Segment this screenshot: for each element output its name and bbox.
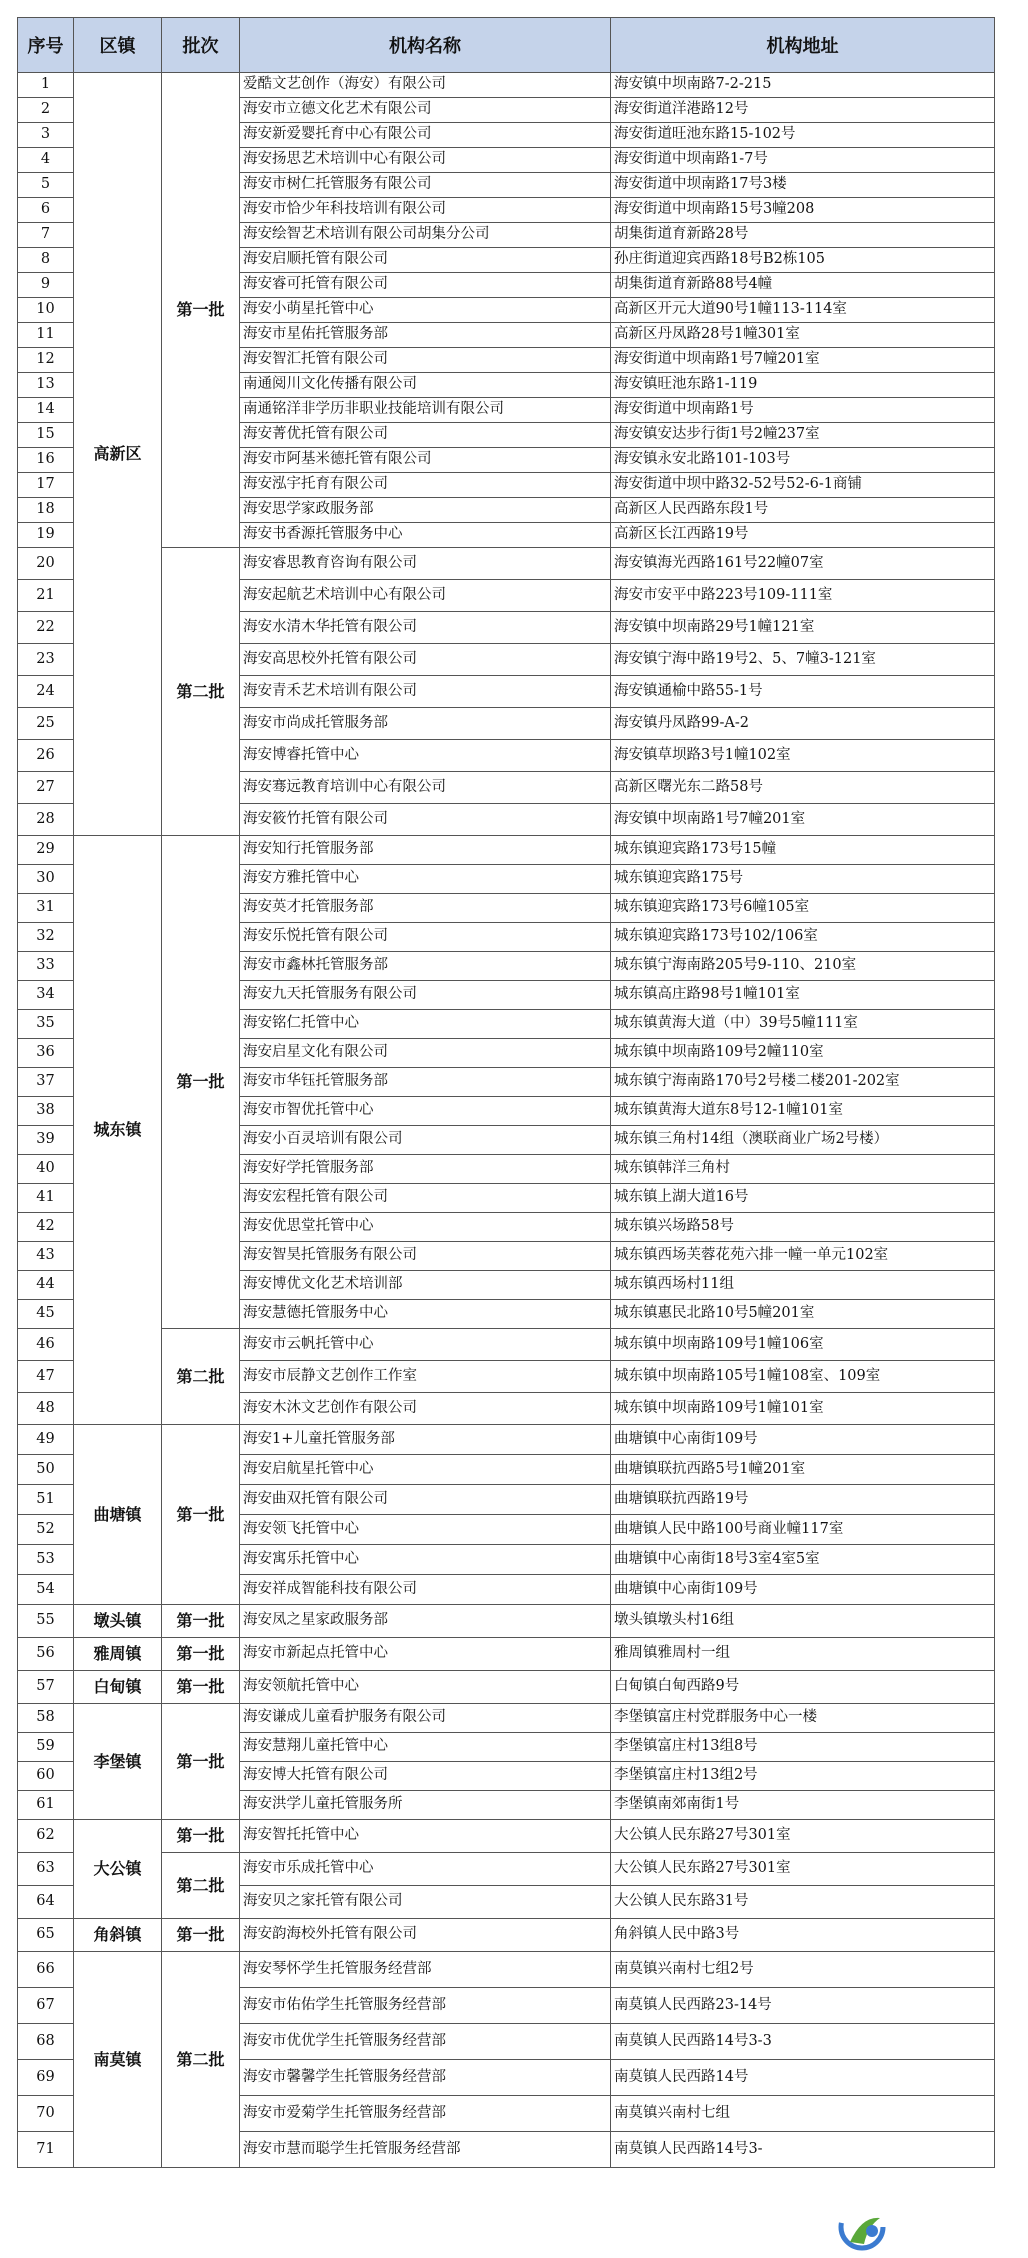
institution-name: 海安市阿基米德托管有限公司 <box>240 448 611 473</box>
district-cell: 城东镇 <box>74 836 162 1425</box>
institution-name: 海安琴怀学生托管服务经营部 <box>240 1952 611 1988</box>
institution-name: 海安青禾艺术培训有限公司 <box>240 676 611 708</box>
institution-address: 曲塘镇中心南街109号 <box>611 1425 995 1455</box>
institution-address: 海安镇海光西路161号22幢07室 <box>611 548 995 580</box>
institution-address: 海安街道中坝中路32-52号52-6-1商铺 <box>611 473 995 498</box>
institution-name: 海安启顺托管有限公司 <box>240 248 611 273</box>
institution-address: 曲塘镇人民中路100号商业幢117室 <box>611 1515 995 1545</box>
institution-address: 海安镇安达步行街1号2幢237室 <box>611 423 995 448</box>
institution-address: 曲塘镇联抗西路5号1幢201室 <box>611 1455 995 1485</box>
batch-cell: 第一批 <box>162 73 240 548</box>
institution-name: 海安贝之家托管有限公司 <box>240 1886 611 1919</box>
institution-name: 海安市新起点托管中心 <box>240 1638 611 1671</box>
row-number: 51 <box>18 1485 74 1515</box>
row-number: 3 <box>18 123 74 148</box>
row-number: 63 <box>18 1853 74 1886</box>
institution-name: 海安慧德托管服务中心 <box>240 1300 611 1329</box>
row-number: 21 <box>18 580 74 612</box>
row-number: 56 <box>18 1638 74 1671</box>
institution-address: 高新区人民西路东段1号 <box>611 498 995 523</box>
row-number: 18 <box>18 498 74 523</box>
institution-name: 海安起航艺术培训中心有限公司 <box>240 580 611 612</box>
row-number: 4 <box>18 148 74 173</box>
institution-name: 海安市树仁托管服务有限公司 <box>240 173 611 198</box>
table-row <box>18 73 995 98</box>
row-number: 54 <box>18 1575 74 1605</box>
batch-cell: 第一批 <box>162 1919 240 1952</box>
row-number: 13 <box>18 373 74 398</box>
row-number: 6 <box>18 198 74 223</box>
institution-name: 海安市鑫林托管服务部 <box>240 952 611 981</box>
institution-address: 城东镇迎宾路175号 <box>611 865 995 894</box>
institution-name: 海安市智优托管中心 <box>240 1097 611 1126</box>
institution-address: 城东镇三角村14组（澳联商业广场2号楼） <box>611 1126 995 1155</box>
batch-cell: 第一批 <box>162 1638 240 1671</box>
institution-name: 南通阅川文化传播有限公司 <box>240 373 611 398</box>
institution-name: 海安市优优学生托管服务经营部 <box>240 2024 611 2060</box>
institution-name: 海安扬思艺术培训中心有限公司 <box>240 148 611 173</box>
institution-address: 海安镇通榆中路55-1号 <box>611 676 995 708</box>
table-row <box>18 1952 995 1988</box>
row-number: 45 <box>18 1300 74 1329</box>
institution-address: 海安镇草坝路3号1幢102室 <box>611 740 995 772</box>
institution-name: 海安思学家政服务部 <box>240 498 611 523</box>
row-number: 19 <box>18 523 74 548</box>
institution-address: 海安镇中坝南路1号7幢201室 <box>611 804 995 836</box>
institution-address: 海安镇永安北路101-103号 <box>611 448 995 473</box>
row-number: 42 <box>18 1213 74 1242</box>
institution-address: 高新区开元大道90号1幢113-114室 <box>611 298 995 323</box>
row-number: 12 <box>18 348 74 373</box>
institution-address: 城东镇西场村11组 <box>611 1271 995 1300</box>
institution-name: 海安市华钰托管服务部 <box>240 1068 611 1097</box>
row-number: 25 <box>18 708 74 740</box>
institution-address: 白甸镇白甸西路9号 <box>611 1671 995 1704</box>
institution-name: 海安韵海校外托管有限公司 <box>240 1919 611 1952</box>
institution-address: 城东镇中坝南路109号2幢110室 <box>611 1039 995 1068</box>
district-cell: 白甸镇 <box>74 1671 162 1704</box>
row-number: 28 <box>18 804 74 836</box>
institution-name: 海安乐悦托管有限公司 <box>240 923 611 952</box>
institution-name: 海安筱竹托管有限公司 <box>240 804 611 836</box>
institution-address: 城东镇迎宾路173号6幢105室 <box>611 894 995 923</box>
row-number: 37 <box>18 1068 74 1097</box>
row-number: 16 <box>18 448 74 473</box>
institution-address: 城东镇上湖大道16号 <box>611 1184 995 1213</box>
row-number: 15 <box>18 423 74 448</box>
institution-address: 海安镇宁海中路19号2、5、7幢3-121室 <box>611 644 995 676</box>
row-number: 17 <box>18 473 74 498</box>
institution-name: 海安优思堂托管中心 <box>240 1213 611 1242</box>
institution-address: 胡集街道育新路28号 <box>611 223 995 248</box>
institution-address: 曲塘镇中心南街109号 <box>611 1575 995 1605</box>
institution-address: 南莫镇兴南村七组2号 <box>611 1952 995 1988</box>
row-number: 31 <box>18 894 74 923</box>
table-container <box>17 17 995 2168</box>
table-body <box>18 73 995 2168</box>
row-number: 33 <box>18 952 74 981</box>
institution-name: 海安凤之星家政服务部 <box>240 1605 611 1638</box>
row-number: 8 <box>18 248 74 273</box>
institution-address: 城东镇西场芙蓉花苑六排一幢一单元102室 <box>611 1242 995 1271</box>
row-number: 11 <box>18 323 74 348</box>
header-row <box>18 18 995 73</box>
row-number: 34 <box>18 981 74 1010</box>
institution-address: 城东镇宁海南路170号2号楼二楼201-202室 <box>611 1068 995 1097</box>
institution-address: 李堡镇富庄村党群服务中心一楼 <box>611 1704 995 1733</box>
institution-address: 大公镇人民东路31号 <box>611 1886 995 1919</box>
row-number: 67 <box>18 1988 74 2024</box>
institution-address: 城东镇惠民北路10号5幢201室 <box>611 1300 995 1329</box>
institution-name: 海安智托托管中心 <box>240 1820 611 1853</box>
institution-name: 海安智昊托管服务有限公司 <box>240 1242 611 1271</box>
row-number: 14 <box>18 398 74 423</box>
institution-address: 南莫镇人民西路14号3- <box>611 2132 995 2168</box>
district-cell: 曲塘镇 <box>74 1425 162 1605</box>
institution-address: 城东镇韩洋三角村 <box>611 1155 995 1184</box>
institution-address: 海安街道洋港路12号 <box>611 98 995 123</box>
institution-address: 高新区曙光东二路58号 <box>611 772 995 804</box>
row-number: 69 <box>18 2060 74 2096</box>
batch-cell: 第二批 <box>162 1329 240 1425</box>
institution-name: 海安睿可托管有限公司 <box>240 273 611 298</box>
institution-address: 雅周镇雅周村一组 <box>611 1638 995 1671</box>
header-seq: 序号 <box>18 18 74 73</box>
district-cell: 雅周镇 <box>74 1638 162 1671</box>
row-number: 55 <box>18 1605 74 1638</box>
institution-name: 海安1+儿童托管服务部 <box>240 1425 611 1455</box>
header-district: 区镇 <box>74 18 162 73</box>
institution-address: 海安街道中坝南路1-7号 <box>611 148 995 173</box>
institution-name: 海安曲双托管有限公司 <box>240 1485 611 1515</box>
institution-address: 海安街道旺池东路15-102号 <box>611 123 995 148</box>
institution-address: 海安街道中坝南路17号3楼 <box>611 173 995 198</box>
row-number: 23 <box>18 644 74 676</box>
institution-address: 胡集街道育新路88号4幢 <box>611 273 995 298</box>
institution-name: 海安睿思教育咨询有限公司 <box>240 548 611 580</box>
institution-address: 海安街道中坝南路1号 <box>611 398 995 423</box>
district-cell: 墩头镇 <box>74 1605 162 1638</box>
table-row <box>18 1329 995 1361</box>
institution-address: 墩头镇墩头村16组 <box>611 1605 995 1638</box>
row-number: 24 <box>18 676 74 708</box>
institution-name: 海安英才托管服务部 <box>240 894 611 923</box>
institution-name: 海安领航托管中心 <box>240 1671 611 1704</box>
institution-address: 曲塘镇联抗西路19号 <box>611 1485 995 1515</box>
row-number: 57 <box>18 1671 74 1704</box>
row-number: 35 <box>18 1010 74 1039</box>
institution-name: 海安智汇托管有限公司 <box>240 348 611 373</box>
institution-name: 海安水清木华托管有限公司 <box>240 612 611 644</box>
institution-name: 海安市佑佑学生托管服务经营部 <box>240 1988 611 2024</box>
institution-address: 曲塘镇中心南街18号3室4室5室 <box>611 1545 995 1575</box>
institution-name: 海安市辰静文艺创作工作室 <box>240 1361 611 1393</box>
institution-name: 海安谦成儿童看护服务有限公司 <box>240 1704 611 1733</box>
institution-name: 海安市尚成托管服务部 <box>240 708 611 740</box>
institution-name: 海安市馨馨学生托管服务经营部 <box>240 2060 611 2096</box>
table-row <box>18 1671 995 1704</box>
row-number: 59 <box>18 1733 74 1762</box>
row-number: 2 <box>18 98 74 123</box>
batch-cell: 第二批 <box>162 548 240 836</box>
row-number: 62 <box>18 1820 74 1853</box>
row-number: 46 <box>18 1329 74 1361</box>
institution-name: 海安博睿托管中心 <box>240 740 611 772</box>
row-number: 66 <box>18 1952 74 1988</box>
district-cell: 李堡镇 <box>74 1704 162 1820</box>
row-number: 5 <box>18 173 74 198</box>
institution-address: 城东镇高庄路98号1幢101室 <box>611 981 995 1010</box>
row-number: 48 <box>18 1393 74 1425</box>
institution-name: 海安宏程托管有限公司 <box>240 1184 611 1213</box>
institution-address: 海安镇旺池东路1-119 <box>611 373 995 398</box>
header-batch: 批次 <box>162 18 240 73</box>
table-row <box>18 1605 995 1638</box>
institution-address: 南莫镇兴南村七组 <box>611 2096 995 2132</box>
row-number: 41 <box>18 1184 74 1213</box>
row-number: 20 <box>18 548 74 580</box>
institution-address: 城东镇黄海大道（中）39号5幢111室 <box>611 1010 995 1039</box>
institution-address: 大公镇人民东路27号301室 <box>611 1853 995 1886</box>
institution-address: 角斜镇人民中路3号 <box>611 1919 995 1952</box>
institution-address: 城东镇迎宾路173号15幢 <box>611 836 995 865</box>
row-number: 30 <box>18 865 74 894</box>
institution-name: 海安知行托管服务部 <box>240 836 611 865</box>
institution-address: 大公镇人民东路27号301室 <box>611 1820 995 1853</box>
institution-address: 城东镇黄海大道东8号12-1幢101室 <box>611 1097 995 1126</box>
table-row <box>18 836 995 865</box>
institution-name: 南通铭洋非学历非职业技能培训有限公司 <box>240 398 611 423</box>
row-number: 9 <box>18 273 74 298</box>
institution-address: 海安镇中坝南路29号1幢121室 <box>611 612 995 644</box>
institution-address: 南莫镇人民西路14号3-3 <box>611 2024 995 2060</box>
institution-name: 海安市星佑托管服务部 <box>240 323 611 348</box>
institution-name: 海安启星文化有限公司 <box>240 1039 611 1068</box>
institution-address: 城东镇中坝南路105号1幢108室、109室 <box>611 1361 995 1393</box>
row-number: 1 <box>18 73 74 98</box>
institution-name: 海安书香源托管服务中心 <box>240 523 611 548</box>
institution-address: 海安市安平中路223号109-111室 <box>611 580 995 612</box>
row-number: 32 <box>18 923 74 952</box>
batch-cell: 第二批 <box>162 1952 240 2168</box>
institution-name: 海安绘智艺术培训有限公司胡集分公司 <box>240 223 611 248</box>
institution-address: 城东镇迎宾路173号102/106室 <box>611 923 995 952</box>
institution-name: 海安慧翔儿童托管中心 <box>240 1733 611 1762</box>
batch-cell: 第一批 <box>162 1704 240 1820</box>
institution-name: 海安铭仁托管中心 <box>240 1010 611 1039</box>
institution-name: 海安寓乐托管中心 <box>240 1545 611 1575</box>
row-number: 61 <box>18 1791 74 1820</box>
row-number: 39 <box>18 1126 74 1155</box>
header-address: 机构地址 <box>611 18 995 73</box>
institution-name: 海安博优文化艺术培训部 <box>240 1271 611 1300</box>
logo-icon <box>828 2198 898 2254</box>
institution-address: 城东镇兴场路58号 <box>611 1213 995 1242</box>
row-number: 52 <box>18 1515 74 1545</box>
batch-cell: 第一批 <box>162 1671 240 1704</box>
row-number: 38 <box>18 1097 74 1126</box>
institution-name: 海安小萌星托管中心 <box>240 298 611 323</box>
institution-name: 海安木沐文艺创作有限公司 <box>240 1393 611 1425</box>
batch-cell: 第一批 <box>162 1605 240 1638</box>
batch-cell: 第一批 <box>162 1425 240 1605</box>
table-row <box>18 1919 995 1952</box>
institution-name: 海安好学托管服务部 <box>240 1155 611 1184</box>
district-cell: 大公镇 <box>74 1820 162 1919</box>
table-row <box>18 1425 995 1455</box>
institution-name: 海安新爱婴托育中心有限公司 <box>240 123 611 148</box>
institution-address: 海安镇中坝南路7-2-215 <box>611 73 995 98</box>
batch-cell: 第二批 <box>162 1853 240 1919</box>
institution-name: 海安泓宇托育有限公司 <box>240 473 611 498</box>
institution-address: 城东镇宁海南路205号9-110、210室 <box>611 952 995 981</box>
institution-name: 海安市云帆托管中心 <box>240 1329 611 1361</box>
institution-address: 南莫镇人民西路14号 <box>611 2060 995 2096</box>
table-row <box>18 1638 995 1671</box>
institution-name: 海安市慧而聪学生托管服务经营部 <box>240 2132 611 2168</box>
row-number: 64 <box>18 1886 74 1919</box>
institution-name: 海安九天托管服务有限公司 <box>240 981 611 1010</box>
header-name: 机构名称 <box>240 18 611 73</box>
institution-table <box>17 17 995 2168</box>
institution-name: 海安洪学儿童托管服务所 <box>240 1791 611 1820</box>
district-cell: 角斜镇 <box>74 1919 162 1952</box>
institution-name: 海安祥成智能科技有限公司 <box>240 1575 611 1605</box>
district-cell: 高新区 <box>74 73 162 836</box>
row-number: 7 <box>18 223 74 248</box>
batch-cell: 第一批 <box>162 1820 240 1853</box>
table-row <box>18 1820 995 1853</box>
institution-address: 海安镇丹凤路99-A-2 <box>611 708 995 740</box>
institution-address: 城东镇中坝南路109号1幢101室 <box>611 1393 995 1425</box>
row-number: 29 <box>18 836 74 865</box>
district-cell: 南莫镇 <box>74 1952 162 2168</box>
row-number: 27 <box>18 772 74 804</box>
row-number: 71 <box>18 2132 74 2168</box>
institution-address: 高新区长江西路19号 <box>611 523 995 548</box>
row-number: 49 <box>18 1425 74 1455</box>
institution-name: 海安启航星托管中心 <box>240 1455 611 1485</box>
batch-cell: 第一批 <box>162 836 240 1329</box>
row-number: 50 <box>18 1455 74 1485</box>
row-number: 26 <box>18 740 74 772</box>
institution-name: 海安小百灵培训有限公司 <box>240 1126 611 1155</box>
institution-name: 海安市乐成托管中心 <box>240 1853 611 1886</box>
row-number: 70 <box>18 2096 74 2132</box>
row-number: 36 <box>18 1039 74 1068</box>
institution-address: 城东镇中坝南路109号1幢106室 <box>611 1329 995 1361</box>
row-number: 58 <box>18 1704 74 1733</box>
institution-name: 海安市恰少年科技培训有限公司 <box>240 198 611 223</box>
institution-name: 海安博大托管有限公司 <box>240 1762 611 1791</box>
institution-name: 海安市立德文化艺术有限公司 <box>240 98 611 123</box>
institution-name: 爱酷文艺创作（海安）有限公司 <box>240 73 611 98</box>
institution-address: 李堡镇富庄村13组2号 <box>611 1762 995 1791</box>
institution-address: 海安街道中坝南路1号7幢201室 <box>611 348 995 373</box>
institution-address: 高新区丹凤路28号1幢301室 <box>611 323 995 348</box>
institution-address: 李堡镇富庄村13组8号 <box>611 1733 995 1762</box>
institution-name: 海安菁优托管有限公司 <box>240 423 611 448</box>
institution-address: 南莫镇人民西路23-14号 <box>611 1988 995 2024</box>
institution-name: 海安市爱菊学生托管服务经营部 <box>240 2096 611 2132</box>
table-row <box>18 1853 995 1886</box>
row-number: 68 <box>18 2024 74 2060</box>
institution-name: 海安骞远教育培训中心有限公司 <box>240 772 611 804</box>
row-number: 22 <box>18 612 74 644</box>
institution-name: 海安高思校外托管有限公司 <box>240 644 611 676</box>
row-number: 65 <box>18 1919 74 1952</box>
row-number: 53 <box>18 1545 74 1575</box>
institution-address: 李堡镇南郊南街1号 <box>611 1791 995 1820</box>
row-number: 47 <box>18 1361 74 1393</box>
row-number: 10 <box>18 298 74 323</box>
institution-name: 海安领飞托管中心 <box>240 1515 611 1545</box>
institution-address: 孙庄街道迎宾西路18号B2栋105 <box>611 248 995 273</box>
row-number: 60 <box>18 1762 74 1791</box>
institution-address: 海安街道中坝南路15号3幢208 <box>611 198 995 223</box>
row-number: 43 <box>18 1242 74 1271</box>
table-row <box>18 548 995 580</box>
row-number: 44 <box>18 1271 74 1300</box>
table-row <box>18 1704 995 1733</box>
row-number: 40 <box>18 1155 74 1184</box>
institution-name: 海安方雅托管中心 <box>240 865 611 894</box>
